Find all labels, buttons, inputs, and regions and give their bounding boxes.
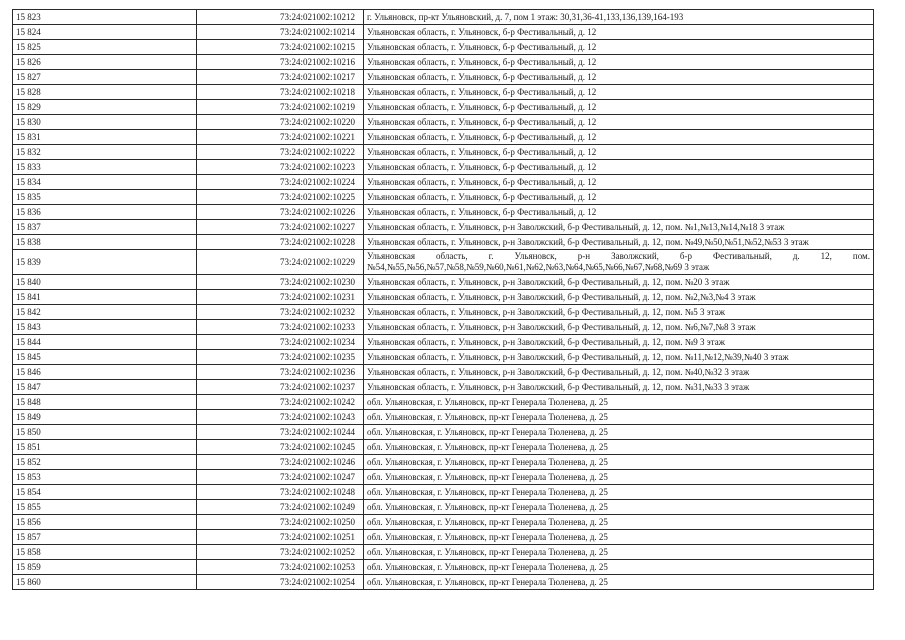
table-row xyxy=(13,380,874,395)
cadastral-number-cell: 73:24:021002:10229 xyxy=(197,250,364,275)
address-cell: Ульяновская область, г. Ульяновск, б-р Фестивальный, д. 12 xyxy=(364,40,874,55)
table-row xyxy=(13,85,874,100)
row-number-cell: 15 854 xyxy=(13,485,197,500)
table-row xyxy=(13,175,874,190)
address-cell: обл. Ульяновская, г. Ульяновск, пр-кт Генерала Тюленева, д. 25 xyxy=(364,530,874,545)
address-cell: Ульяновская область, г. Ульяновск, р-н Заволжский, б-р Фестивальный, д. 12, пом. №6,№7,№8 3 этаж xyxy=(364,320,874,335)
row-number-cell: 15 844 xyxy=(13,335,197,350)
address-cell: обл. Ульяновская, г. Ульяновск, пр-кт Генерала Тюленева, д. 25 xyxy=(364,470,874,485)
table-row xyxy=(13,545,874,560)
address-cell: обл. Ульяновская, г. Ульяновск, пр-кт Генерала Тюленева, д. 25 xyxy=(364,410,874,425)
row-number-cell: 15 858 xyxy=(13,545,197,560)
row-number-cell: 15 836 xyxy=(13,205,197,220)
cadastral-number-cell: 73:24:021002:10254 xyxy=(197,575,364,590)
table-row xyxy=(13,395,874,410)
table-row xyxy=(13,485,874,500)
table-row xyxy=(13,425,874,440)
row-number-cell: 15 838 xyxy=(13,235,197,250)
address-cell: Ульяновская область, г. Ульяновск, б-р Фестивальный, д. 12 xyxy=(364,100,874,115)
table-row xyxy=(13,190,874,205)
address-cell: Ульяновская область, г. Ульяновск, б-р Фестивальный, д. 12 xyxy=(364,55,874,70)
cadastral-number-cell: 73:24:021002:10249 xyxy=(197,500,364,515)
cadastral-number-cell: 73:24:021002:10243 xyxy=(197,410,364,425)
cadastral-number-cell: 73:24:021002:10251 xyxy=(197,530,364,545)
table-row xyxy=(13,455,874,470)
cadastral-number-cell: 73:24:021002:10244 xyxy=(197,425,364,440)
table-row xyxy=(13,440,874,455)
table-row xyxy=(13,275,874,290)
row-number-cell: 15 826 xyxy=(13,55,197,70)
table-row xyxy=(13,560,874,575)
address-cell: Ульяновская область, г. Ульяновск, б-р Фестивальный, д. 12 xyxy=(364,190,874,205)
cadastral-number-cell: 73:24:021002:10230 xyxy=(197,275,364,290)
row-number-cell: 15 830 xyxy=(13,115,197,130)
row-number-cell: 15 831 xyxy=(13,130,197,145)
table-row xyxy=(13,10,874,25)
address-cell: Ульяновская область, г. Ульяновск, р-н Заволжский, б-р Фестивальный, д. 12, пом. №11,№12,№39,№40 3 этаж xyxy=(364,350,874,365)
table-row xyxy=(13,55,874,70)
table-row xyxy=(13,70,874,85)
address-cell: Ульяновская область, г. Ульяновск, р-н Заволжский, б-р Фестивальный, д. 12, пом. №9 3 этаж xyxy=(364,335,874,350)
cadastral-number-cell: 73:24:021002:10233 xyxy=(197,320,364,335)
row-number-cell: 15 851 xyxy=(13,440,197,455)
cadastral-number-cell: 73:24:021002:10212 xyxy=(197,10,364,25)
row-number-cell: 15 839 xyxy=(13,250,197,275)
row-number-cell: 15 859 xyxy=(13,560,197,575)
cadastral-number-cell: 73:24:021002:10222 xyxy=(197,145,364,160)
cadastral-number-cell: 73:24:021002:10235 xyxy=(197,350,364,365)
address-cell: г. Ульяновск, пр-кт Ульяновский, д. 7, пом 1 этаж: 30,31,36-41,133,136,139,164-193 xyxy=(364,10,874,25)
table-row xyxy=(13,575,874,590)
row-number-cell: 15 825 xyxy=(13,40,197,55)
address-cell: Ульяновская область, г. Ульяновск, б-р Фестивальный, д. 12 xyxy=(364,160,874,175)
address-cell: Ульяновская область, г. Ульяновск, б-р Фестивальный, д. 12 xyxy=(364,205,874,220)
address-cell: Ульяновская область, г. Ульяновск, р-н Заволжский, б-р Фестивальный, д. 12, пом. №2,№3,№4 3 этаж xyxy=(364,290,874,305)
cadastral-number-cell: 73:24:021002:10252 xyxy=(197,545,364,560)
cadastral-number-cell: 73:24:021002:10247 xyxy=(197,470,364,485)
row-number-cell: 15 847 xyxy=(13,380,197,395)
address-cell: Ульяновская область, г. Ульяновск, б-р Фестивальный, д. 12 xyxy=(364,25,874,40)
table-row xyxy=(13,500,874,515)
cadastral-number-cell: 73:24:021002:10253 xyxy=(197,560,364,575)
cadastral-number-cell: 73:24:021002:10234 xyxy=(197,335,364,350)
table-row xyxy=(13,160,874,175)
cadastral-number-cell: 73:24:021002:10217 xyxy=(197,70,364,85)
row-number-cell: 15 823 xyxy=(13,10,197,25)
address-cell: Ульяновская область, г. Ульяновск, б-р Фестивальный, д. 12 xyxy=(364,145,874,160)
row-number-cell: 15 834 xyxy=(13,175,197,190)
table-row xyxy=(13,235,874,250)
table-row xyxy=(13,320,874,335)
cadastral-number-cell: 73:24:021002:10231 xyxy=(197,290,364,305)
table-row xyxy=(13,335,874,350)
cadastral-number-cell: 73:24:021002:10228 xyxy=(197,235,364,250)
row-number-cell: 15 842 xyxy=(13,305,197,320)
row-number-cell: 15 850 xyxy=(13,425,197,440)
cadastral-number-cell: 73:24:021002:10221 xyxy=(197,130,364,145)
address-cell: обл. Ульяновская, г. Ульяновск, пр-кт Генерала Тюленева, д. 25 xyxy=(364,575,874,590)
address-cell: обл. Ульяновская, г. Ульяновск, пр-кт Генерала Тюленева, д. 25 xyxy=(364,560,874,575)
table-row xyxy=(13,305,874,320)
table-row xyxy=(13,130,874,145)
address-cell: обл. Ульяновская, г. Ульяновск, пр-кт Генерала Тюленева, д. 25 xyxy=(364,485,874,500)
address-cell: Ульяновская область, г. Ульяновск, б-р Фестивальный, д. 12 xyxy=(364,85,874,100)
row-number-cell: 15 845 xyxy=(13,350,197,365)
registry-document xyxy=(12,9,874,590)
address-cell: Ульяновская область, г. Ульяновск, р-н Заволжский, б-р Фестивальный, д. 12, пом. №40,№32 3 этаж xyxy=(364,365,874,380)
address-cell: обл. Ульяновская, г. Ульяновск, пр-кт Генерала Тюленева, д. 25 xyxy=(364,425,874,440)
address-cell: обл. Ульяновская, г. Ульяновск, пр-кт Генерала Тюленева, д. 25 xyxy=(364,395,874,410)
cadastral-number-cell: 73:24:021002:10215 xyxy=(197,40,364,55)
cadastral-number-cell: 73:24:021002:10236 xyxy=(197,365,364,380)
row-number-cell: 15 833 xyxy=(13,160,197,175)
table-row xyxy=(13,145,874,160)
cadastral-number-cell: 73:24:021002:10218 xyxy=(197,85,364,100)
row-number-cell: 15 841 xyxy=(13,290,197,305)
row-number-cell: 15 835 xyxy=(13,190,197,205)
cadastral-number-cell: 73:24:021002:10223 xyxy=(197,160,364,175)
cadastral-number-cell: 73:24:021002:10232 xyxy=(197,305,364,320)
row-number-cell: 15 824 xyxy=(13,25,197,40)
table-row xyxy=(13,115,874,130)
registry-table-body xyxy=(13,10,874,590)
row-number-cell: 15 849 xyxy=(13,410,197,425)
cadastral-number-cell: 73:24:021002:10246 xyxy=(197,455,364,470)
cadastral-number-cell: 73:24:021002:10250 xyxy=(197,515,364,530)
row-number-cell: 15 832 xyxy=(13,145,197,160)
table-row xyxy=(13,250,874,275)
row-number-cell: 15 846 xyxy=(13,365,197,380)
row-number-cell: 15 856 xyxy=(13,515,197,530)
cadastral-number-cell: 73:24:021002:10237 xyxy=(197,380,364,395)
row-number-cell: 15 852 xyxy=(13,455,197,470)
address-cell: Ульяновская область, г. Ульяновск, б-р Фестивальный, д. 12 xyxy=(364,115,874,130)
registry-table xyxy=(12,9,874,590)
row-number-cell: 15 857 xyxy=(13,530,197,545)
row-number-cell: 15 860 xyxy=(13,575,197,590)
address-cell: Ульяновская область, г. Ульяновск, р-н Заволжский, б-р Фестивальный, д. 12, пом. №20 3 этаж xyxy=(364,275,874,290)
address-cell: обл. Ульяновская, г. Ульяновск, пр-кт Генерала Тюленева, д. 25 xyxy=(364,515,874,530)
cadastral-number-cell: 73:24:021002:10245 xyxy=(197,440,364,455)
row-number-cell: 15 837 xyxy=(13,220,197,235)
address-cell: Ульяновская область, г. Ульяновск, б-р Фестивальный, д. 12 xyxy=(364,70,874,85)
row-number-cell: 15 827 xyxy=(13,70,197,85)
cadastral-number-cell: 73:24:021002:10242 xyxy=(197,395,364,410)
table-row xyxy=(13,290,874,305)
table-row xyxy=(13,515,874,530)
table-row xyxy=(13,100,874,115)
cadastral-number-cell: 73:24:021002:10219 xyxy=(197,100,364,115)
cadastral-number-cell: 73:24:021002:10248 xyxy=(197,485,364,500)
row-number-cell: 15 829 xyxy=(13,100,197,115)
address-cell: обл. Ульяновская, г. Ульяновск, пр-кт Генерала Тюленева, д. 25 xyxy=(364,455,874,470)
address-cell: Ульяновская область, г. Ульяновск, р-н Заволжский, б-р Фестивальный, д. 12, пом. №31,№33 3 этаж xyxy=(364,380,874,395)
cadastral-number-cell: 73:24:021002:10226 xyxy=(197,205,364,220)
row-number-cell: 15 853 xyxy=(13,470,197,485)
address-cell: обл. Ульяновская, г. Ульяновск, пр-кт Генерала Тюленева, д. 25 xyxy=(364,545,874,560)
row-number-cell: 15 840 xyxy=(13,275,197,290)
table-row xyxy=(13,530,874,545)
table-row xyxy=(13,220,874,235)
table-row xyxy=(13,410,874,425)
table-row xyxy=(13,205,874,220)
row-number-cell: 15 855 xyxy=(13,500,197,515)
table-row xyxy=(13,365,874,380)
cadastral-number-cell: 73:24:021002:10227 xyxy=(197,220,364,235)
address-cell: Ульяновская область, г. Ульяновск, р-н Заволжский, б-р Фестивальный, д. 12, пом. №49,№50,№51,№52,№53 3 этаж xyxy=(364,235,874,250)
table-row xyxy=(13,40,874,55)
row-number-cell: 15 828 xyxy=(13,85,197,100)
row-number-cell: 15 848 xyxy=(13,395,197,410)
cadastral-number-cell: 73:24:021002:10216 xyxy=(197,55,364,70)
table-row xyxy=(13,350,874,365)
address-cell: обл. Ульяновская, г. Ульяновск, пр-кт Генерала Тюленева, д. 25 xyxy=(364,440,874,455)
row-number-cell: 15 843 xyxy=(13,320,197,335)
table-row xyxy=(13,470,874,485)
address-cell: Ульяновская область, г. Ульяновск, р-н Заволжский, б-р Фестивальный, д. 12, пом. №54,№55,№56,№57,№58,№59,№60,№61,№62,№63,№64,№65,№66,№67,№68,№69 3 этаж xyxy=(364,250,874,275)
cadastral-number-cell: 73:24:021002:10214 xyxy=(197,25,364,40)
address-cell: Ульяновская область, г. Ульяновск, р-н Заволжский, б-р Фестивальный, д. 12, пом. №1,№13,№14,№18 3 этаж xyxy=(364,220,874,235)
address-cell: Ульяновская область, г. Ульяновск, б-р Фестивальный, д. 12 xyxy=(364,130,874,145)
address-cell: обл. Ульяновская, г. Ульяновск, пр-кт Генерала Тюленева, д. 25 xyxy=(364,500,874,515)
cadastral-number-cell: 73:24:021002:10220 xyxy=(197,115,364,130)
cadastral-number-cell: 73:24:021002:10225 xyxy=(197,190,364,205)
address-cell: Ульяновская область, г. Ульяновск, б-р Фестивальный, д. 12 xyxy=(364,175,874,190)
address-cell: Ульяновская область, г. Ульяновск, р-н Заволжский, б-р Фестивальный, д. 12, пом. №5 3 этаж xyxy=(364,305,874,320)
cadastral-number-cell: 73:24:021002:10224 xyxy=(197,175,364,190)
table-row xyxy=(13,25,874,40)
